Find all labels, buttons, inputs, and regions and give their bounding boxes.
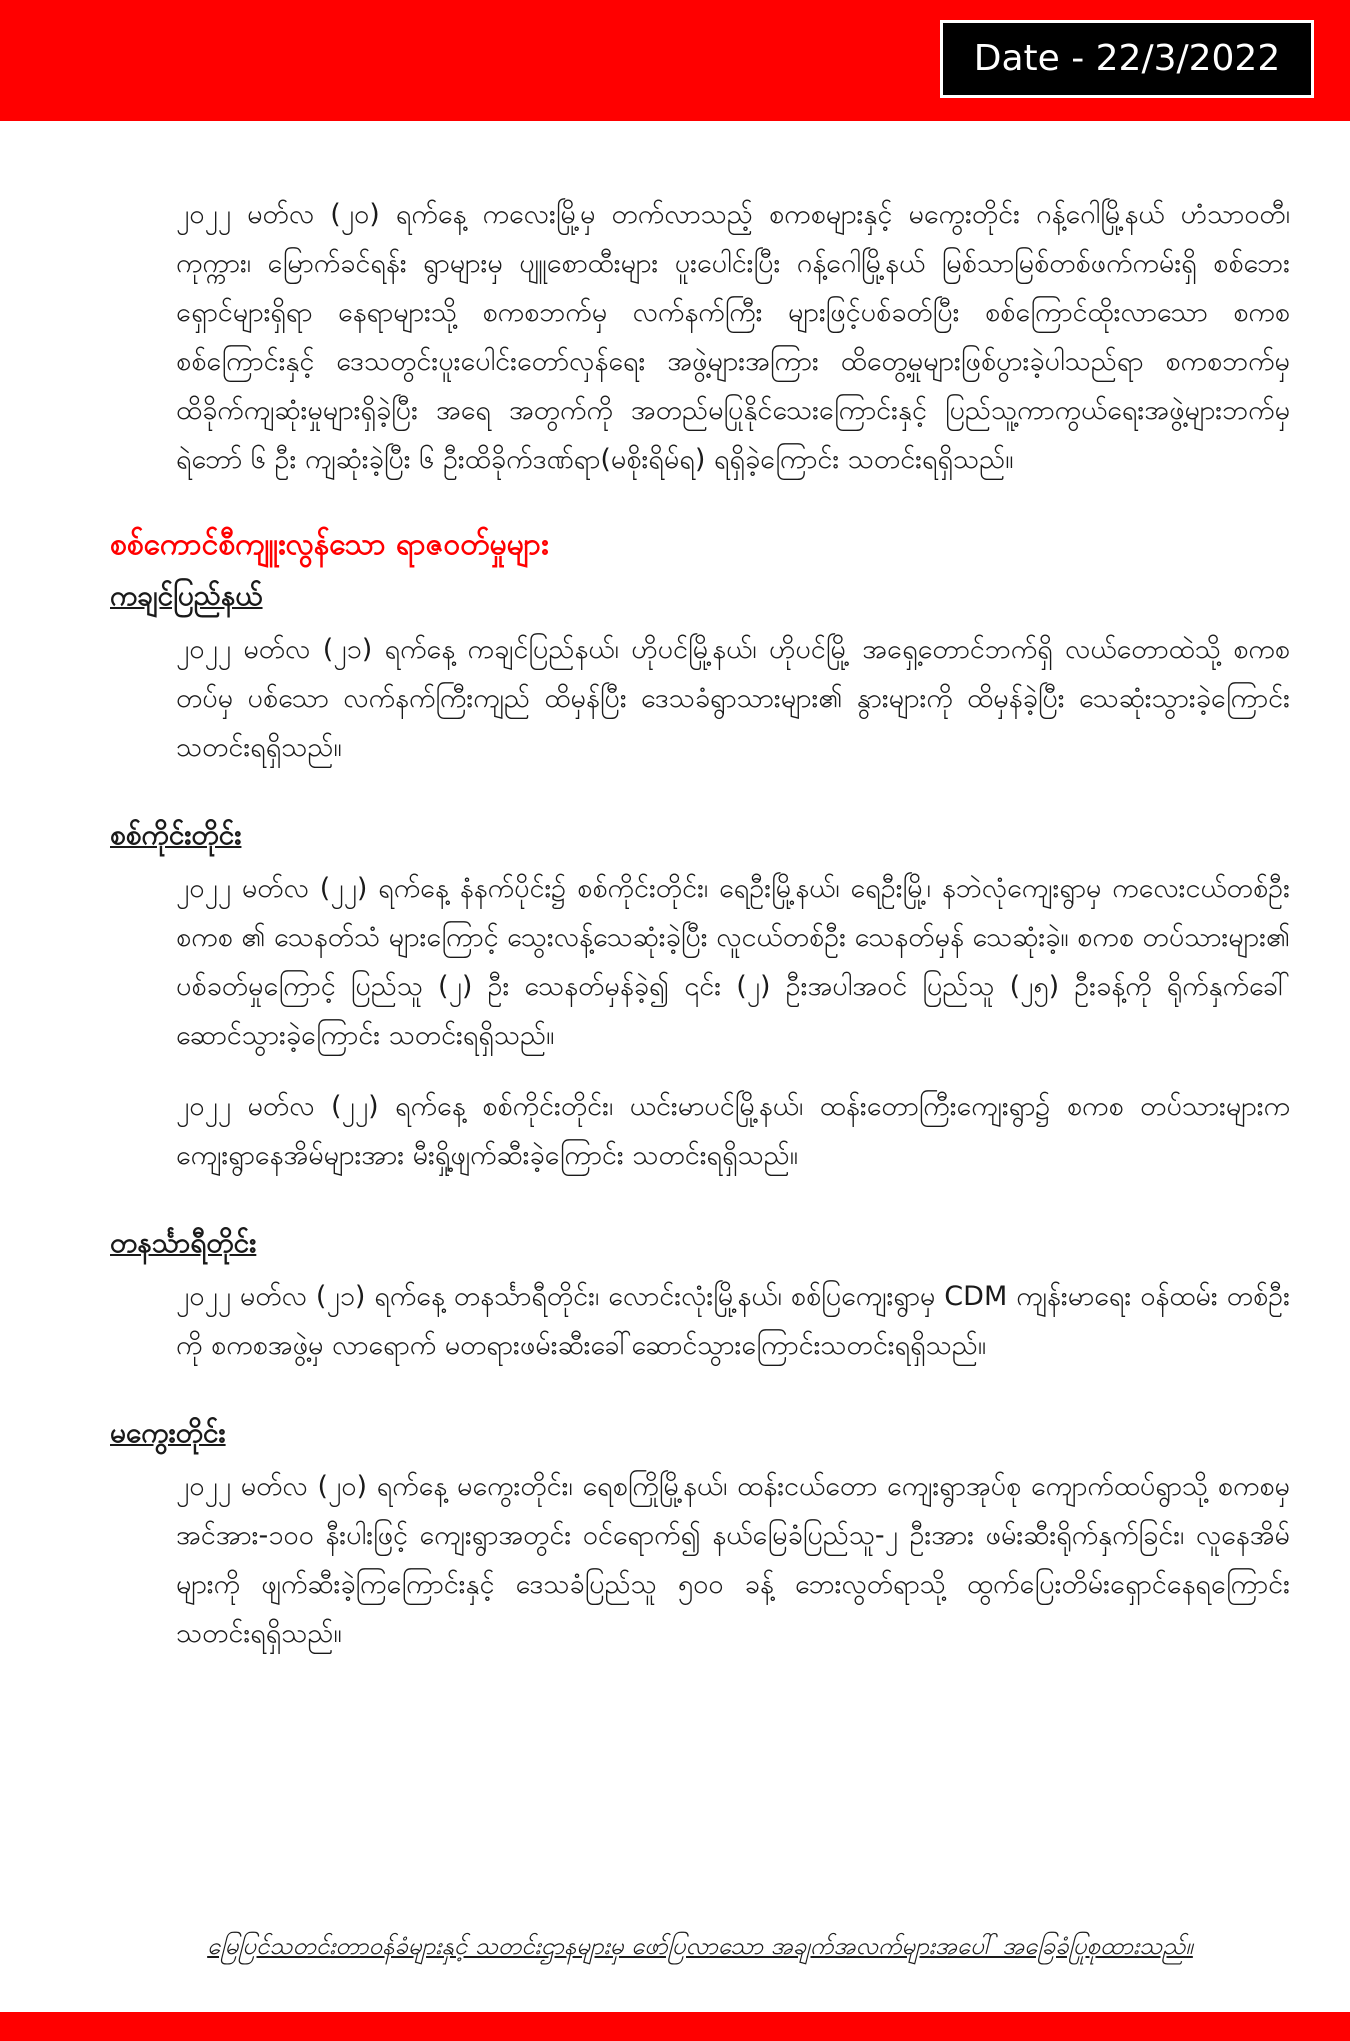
header-band xyxy=(0,0,1350,121)
date-label: Date - 22/3/2022 xyxy=(940,20,1314,98)
region-paragraph: ၂၀၂၂ မတ်လ (၂၂) ရက်နေ့ စစ်ကိုင်းတိုင်း၊ ယင်းမာပင်မြို့နယ်၊ ထန်းတောကြီးကျေးရွာ၌ စကစ တပ်သားများက ကျေးရွာနေအိမ်များအား မီးရှို့ဖျက်ဆီးခဲ့ကြောင်း သတင်းရရှိသည်။ xyxy=(176,1091,1290,1171)
source-note: မြေပြင်သတင်းတာဝန်ခံများနှင့် သတင်းဌာနများမှ ဖော်ပြလာသော အချက်အလက်များအပေါ် အခြေခံပြုစုထားသည်။ xyxy=(207,1932,1193,1960)
report-body xyxy=(110,190,1290,1658)
region-paragraph: ၂၀၂၂ မတ်လ (၂၀) ရက်နေ့ မကွေးတိုင်း၊ ရေစကြိုမြို့နယ်၊ ထန်းငယ်တော ကျေးရွာအုပ်စု ကျောက်ထပ်ရွာသို့ စကစမှ အင်အား-၁၀၀ နီးပါးဖြင့် ကျေးရွာအတွင်း ဝင်ရောက်၍ နယ်မြေခံပြည်သူ-၂ ဦးအား ဖမ်းဆီးရိုက်နှက်ခြင်း၊ လူနေအိမ်များကို ဖျက်ဆီးခဲ့ကြကြောင်းနှင့် ဒေသခံပြည်သူ ၅၀၀ ခန့် ဘေးလွတ်ရာသို့ ထွက်ပြေးတိမ်းရှောင်နေရကြောင်း သတင်းရရှိသည်။ xyxy=(176,1471,1290,1649)
region-heading-tanintharyi: တနင်္သာရီတိုင်း xyxy=(110,1226,257,1259)
region-heading-sagaing: စစ်ကိုင်းတိုင်း xyxy=(110,818,242,851)
region-paragraph: ၂၀၂၂ မတ်လ (၂၁) ရက်နေ့ တနင်္သာရီတိုင်း၊ လောင်းလုံးမြို့နယ်၊ စစ်ပြကျေးရွာမှ CDM ကျန်းမာရေး ဝန်ထမ်း တစ်ဦးကို စကစအဖွဲ့မှ လာရောက် မတရားဖမ်းဆီးခေါ်ဆောင်သွားကြောင်းသတင်းရရှိသည်။ xyxy=(176,1281,1290,1361)
section-title: စစ်ကောင်စီကျူးလွန်သော ရာဇဝတ်မှုများ xyxy=(110,527,549,562)
region-heading-magway: မကွေးတိုင်း xyxy=(110,1416,226,1449)
region-paragraph: ၂၀၂၂ မတ်လ (၂၁) ရက်နေ့ ကချင်ပြည်နယ်၊ ဟိုပင်မြို့နယ်၊ ဟိုပင်မြို့ အရှေ့တောင်ဘက်ရှိ လယ်တောထဲသို့ စကစတပ်မှ ပစ်သော လက်နက်ကြီးကျည် ထိမှန်ပြီး ဒေသခံရွာသားများ၏ နွားများကို ထိမှန်ခဲ့ပြီး သေဆုံးသွားခဲ့ကြောင်း သတင်းရရှိသည်။ xyxy=(176,634,1290,763)
intro-paragraph: ၂၀၂၂ မတ်လ (၂၀) ရက်နေ့ ကလေးမြို့မှ တက်လာသည့် စကစများနှင့် မကွေးတိုင်း ဂန့်ဂေါမြို့နယ် ဟံသာဝတီ၊ ကုက္ကား၊ မြောက်ခင်ရန်း ရွာများမှ ပျူစောထီးများ ပူးပေါင်းပြီး ဂန့်ဂေါမြို့နယ် မြစ်သာမြစ်တစ်ဖက်ကမ်းရှိ စစ်ဘေးရှောင်များရှိရာ နေရာများသို့ စကစဘက်မှ လက်နက်ကြီး များဖြင့်ပစ်ခတ်ပြီး စစ်ကြောင်ထိုးလာသော စကစ စစ်ကြောင်းနှင့် ဒေသတွင်းပူးပေါင်းတော်လှန်ရေး အဖွဲ့များအကြား ထိတွေ့မှုများဖြစ်ပွားခဲ့ပါသည်ရာ စကစဘက်မှ ထိခိုက်ကျဆုံးမှုများရှိခဲ့ပြီး အရေ အတွက်ကို အတည်မပြုနိုင်သေးကြောင်းနှင့် ပြည်သူ့ကာကွယ်ရေးအဖွဲ့များဘက်မှ ရဲဘော် ၆ ဦး ကျဆုံးခဲ့ပြီး ၆ ဦးထိခိုက်ဒဏ်ရာ(မစိုးရိမ်ရ) ရရှိခဲ့ကြောင်း သတင်းရရှိသည်။ xyxy=(176,199,1290,475)
region-heading-kachin: ကချင်ပြည်နယ် xyxy=(110,579,263,612)
region-paragraph: ၂၀၂၂ မတ်လ (၂၂) ရက်နေ့ နံနက်ပိုင်း၌ စစ်ကိုင်းတိုင်း၊ ရေဦးမြို့နယ်၊ ရေဦးမြို့၊ နဘဲလုံကျေးရွာမှ ကလေးငယ်တစ်ဦး စကစ ၏ သေနတ်သံ များကြောင့် သွေးလန့်သေဆုံးခဲ့ပြီး လူငယ်တစ်ဦး သေနတ်မှန် သေဆုံးခဲ့။ စကစ တပ်သားများ၏ ပစ်ခတ်မှုကြောင့် ပြည်သူ (၂) ဦး သေနတ်မှန်ခဲ့၍ ၎င်း (၂) ဦးအပါအဝင် ပြည်သူ (၂၅) ဦးခန့်ကို ရိုက်နှက်ခေါ်ဆောင်သွားခဲ့ကြောင်း သတင်းရရှိသည်။ xyxy=(176,873,1290,1051)
footer-band xyxy=(0,2012,1350,2041)
